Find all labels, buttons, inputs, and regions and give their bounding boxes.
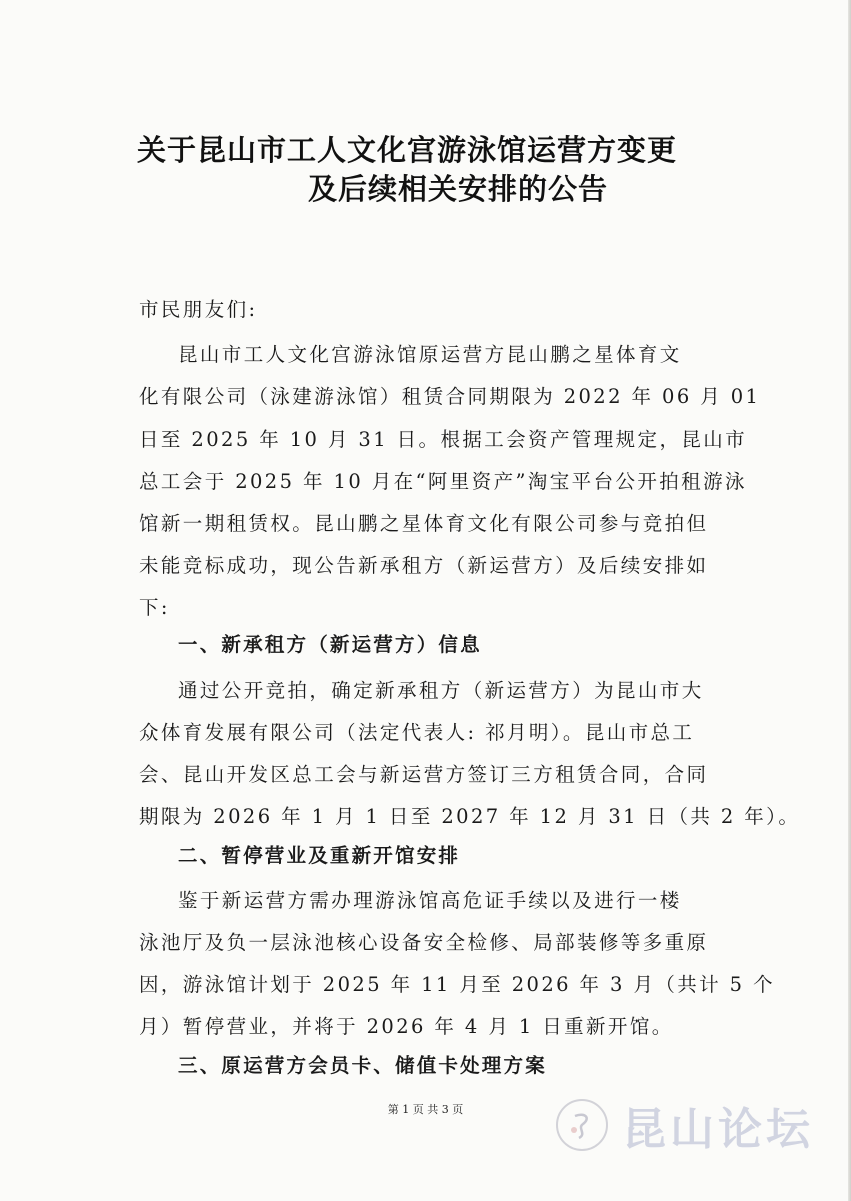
document-title-line-2: 及后续相关安排的公告 — [308, 172, 609, 206]
paragraph-line: 通过公开竞拍，确定新承租方（新运营方）为昆山市大 — [178, 679, 704, 702]
paragraph-line: 鉴于新运营方需办理游泳馆高危证手续以及进行一楼 — [178, 889, 682, 912]
paragraph-line: 会、昆山开发区总工会与新运营方签订三方租赁合同，合同 — [139, 763, 709, 786]
paragraph-line: 馆新一期租赁权。昆山鹏之星体育文化有限公司参与竞拍但 — [139, 512, 709, 535]
paragraph-line: 因，游泳馆计划于 2025 年 11 月至 2026 年 3 月（共计 5 个 — [139, 973, 775, 996]
section-heading-1: 一、新承租方（新运营方）信息 — [178, 633, 482, 656]
paragraph-line: 昆山市工人文化宫游泳馆原运营方昆山鹏之星体育文 — [178, 343, 682, 366]
paragraph-line: 未能竞标成功，现公告新承租方（新运营方）及后续安排如 — [139, 554, 709, 577]
paragraph-line: 下: — [139, 596, 170, 619]
page-footer: 第 1 页 共 3 页 — [387, 1103, 464, 1116]
paragraph-line: 众体育发展有限公司（法定代表人: 祁月明）。昆山市总工 — [139, 721, 695, 744]
salutation: 市民朋友们: — [139, 298, 258, 321]
paragraph-line: 泳池厅及负一层泳池核心设备安全检修、局部装修等多重原 — [139, 931, 709, 954]
paragraph-line: 化有限公司（泳建游泳馆）租赁合同期限为 2022 年 06 月 01 — [139, 385, 761, 408]
watermark-text: 昆山论坛 — [622, 1104, 814, 1155]
document-title-line-1: 关于昆山市工人文化宫游泳馆运营方变更 — [137, 133, 678, 167]
paragraph-line: 总工会于 2025 年 10 月在“阿里资产”淘宝平台公开拍租游泳 — [139, 470, 747, 493]
forum-logo-icon — [556, 1099, 608, 1151]
section-heading-2: 二、暂停营业及重新开馆安排 — [178, 844, 461, 867]
forum-watermark — [556, 1090, 846, 1160]
paragraph-line: 月）暂停营业，并将于 2026 年 4 月 1 日重新开馆。 — [139, 1015, 674, 1038]
paragraph-line: 日至 2025 年 10 月 31 日。根据工会资产管理规定，昆山市 — [139, 428, 748, 451]
section-heading-3: 三、原运营方会员卡、储值卡处理方案 — [178, 1054, 547, 1077]
paragraph-line: 期限为 2026 年 1 月 1 日至 2027 年 12 月 31 日（共 2 年）。 — [139, 805, 801, 828]
